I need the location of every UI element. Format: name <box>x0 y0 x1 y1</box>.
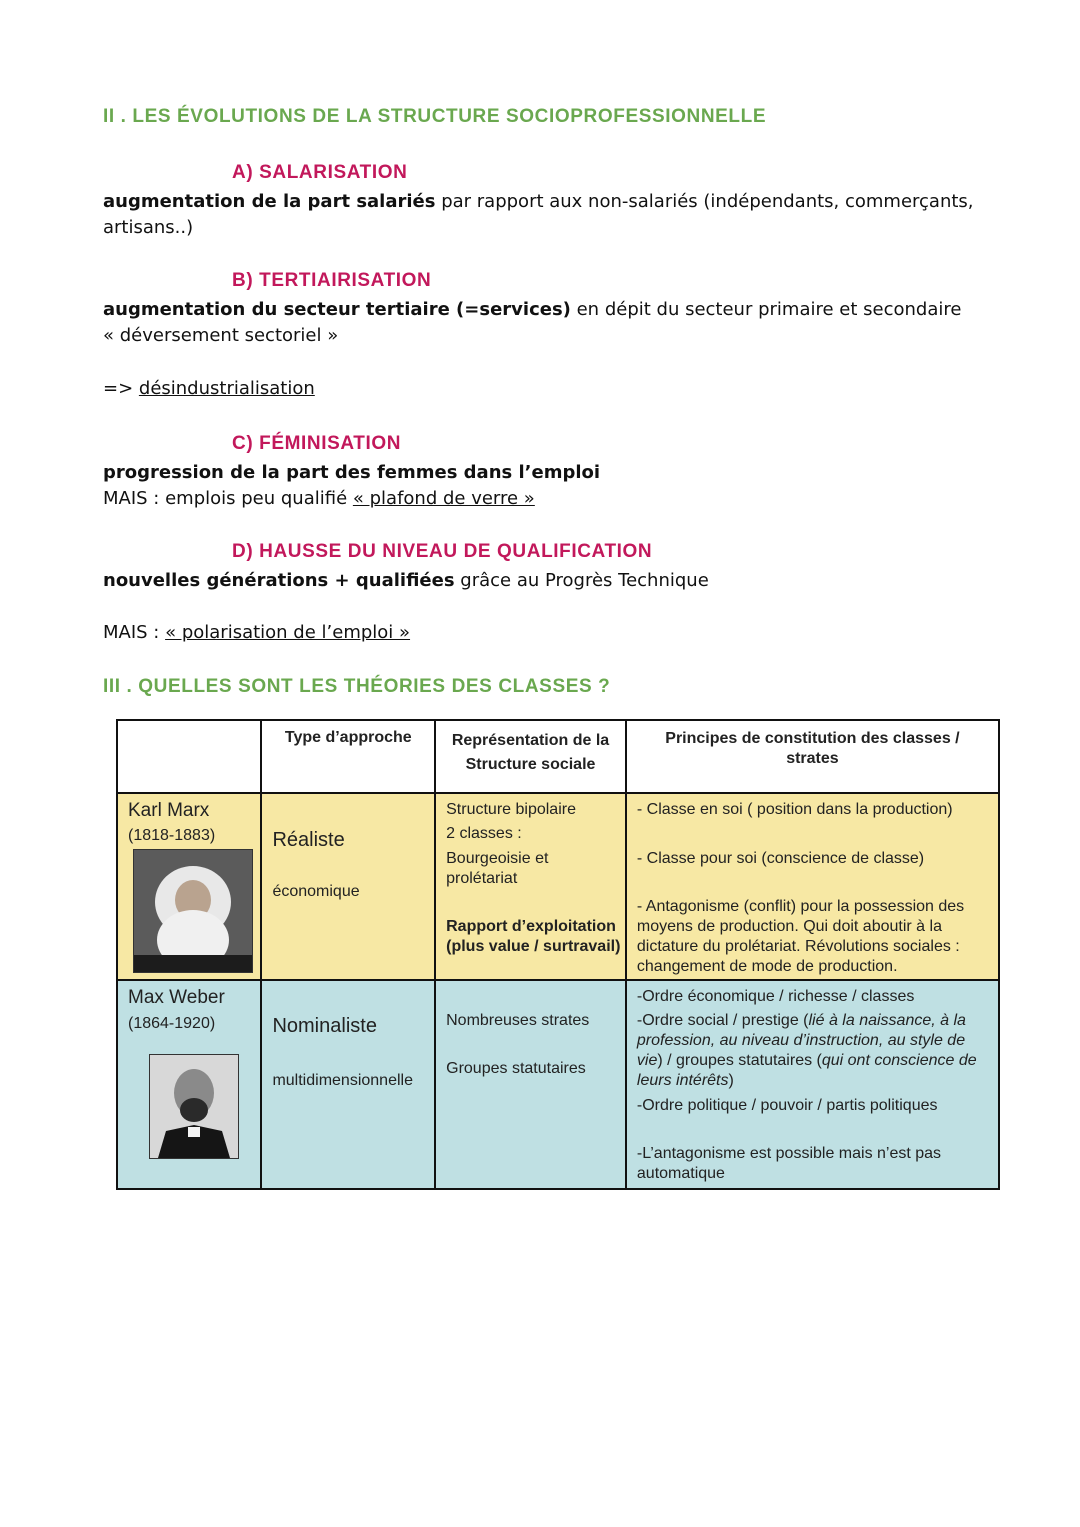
table-row <box>117 980 999 1189</box>
subsection-a-title: A) SALARISATION <box>232 162 408 183</box>
marx-approach-sub: économique <box>272 883 360 900</box>
subsection-a-line1: par rapport aux non-salariés (indépendants, commerçants, <box>435 191 974 212</box>
weber-principle-1: -Ordre économique / richesse / classes <box>636 988 915 1005</box>
marx-rep-bold: Rapport d’exploitation (plus value / surtravail) <box>446 918 621 955</box>
desindustrialisation-term: désindustrialisation <box>138 378 315 399</box>
weber-name: Max Weber <box>128 987 225 1008</box>
arrow-symbol: => <box>103 378 139 399</box>
marx-principle-2: - Classe pour soi (conscience de classe) <box>636 850 925 867</box>
weber-principle-2d: qui ont conscience de leurs intérêts <box>636 1052 977 1089</box>
subsection-a-line2: artisans..) <box>103 217 194 238</box>
plafond-de-verre-term: « plafond de verre » <box>352 488 535 509</box>
marx-identity-cell <box>117 793 261 980</box>
weber-portrait <box>149 1054 239 1159</box>
marx-principle-3: - Antagonisme (conflit) pour la possession des moyens de production. Qui doit aboutir à la dictature du prolétariat. Révolutions sociales : changement de mode de production. <box>636 898 965 975</box>
marx-years: (1818-1883) <box>128 827 216 844</box>
subsection-c-bold: progression de la part des femmes dans l’emploi <box>103 462 601 483</box>
weber-principle-2a: -Ordre social / prestige ( <box>636 1012 809 1029</box>
subsection-d-bold: nouvelles générations + qualifiées <box>103 570 455 591</box>
subsection-d-line1: grâce au Progrès Technique <box>454 570 709 591</box>
marx-approach-cell <box>261 793 435 980</box>
weber-principle-2b: lié à la naissance, à la profession, au niveau d’instruction, au style de vie <box>636 1012 966 1069</box>
table-header-approach: Type d’approche <box>261 720 435 793</box>
subsection-a-text <box>103 189 983 241</box>
weber-rep-1: Nombreuses strates <box>446 1012 590 1029</box>
subsection-b-line1: en dépit du secteur primaire et secondaire <box>570 299 962 320</box>
weber-years: (1864-1920) <box>128 1015 216 1032</box>
table-header-principles: Principes de constitution des classes / strates <box>626 720 999 793</box>
marx-rep-2: 2 classes : <box>446 825 522 842</box>
subsection-c-mais: MAIS : emplois peu qualifié <box>103 488 353 509</box>
section-2-title: II . LES ÉVOLUTIONS DE LA STRUCTURE SOCIOPROFESSIONNELLE <box>103 106 767 127</box>
table-header-row <box>117 720 999 793</box>
section-3-title: III . QUELLES SONT LES THÉORIES DES CLASSES ? <box>103 676 611 697</box>
subsection-b-arrow-line <box>103 376 315 402</box>
table-row <box>117 793 999 980</box>
table-header-empty <box>117 720 261 793</box>
weber-principle-3: -Ordre politique / pouvoir / partis politiques <box>636 1097 938 1114</box>
marx-rep-1: Structure bipolaire <box>446 801 576 818</box>
weber-principle-2 <box>637 1011 992 1091</box>
marx-principle-1: - Classe en soi ( position dans la production) <box>636 801 953 818</box>
subsection-b-bold: augmentation du secteur tertiaire (=services) <box>103 299 571 320</box>
subsection-a-bold: augmentation de la part salariés <box>103 191 436 212</box>
subsection-c-text <box>103 460 1003 512</box>
weber-representation-cell <box>435 980 626 1189</box>
subsection-b-line2: « déversement sectoriel » <box>103 325 339 346</box>
weber-principles-cell <box>626 980 999 1189</box>
marx-representation-cell <box>435 793 626 980</box>
weber-approach-cell <box>261 980 435 1189</box>
weber-principle-2c: ) / groupes statutaires ( <box>657 1052 822 1069</box>
marx-approach: Réaliste <box>272 829 345 851</box>
subsection-d-title: D) HAUSSE DU NIVEAU DE QUALIFICATION <box>232 541 653 562</box>
weber-principle-4: -L’antagonisme est possible mais n’est pas automatique <box>636 1145 942 1182</box>
weber-rep-2: Groupes statutaires <box>446 1060 586 1077</box>
marx-portrait-image <box>134 850 252 972</box>
weber-identity-cell <box>117 980 261 1189</box>
marx-name: Karl Marx <box>128 800 210 821</box>
subsection-b-title: B) TERTIAIRISATION <box>232 270 432 291</box>
weber-approach: Nominaliste <box>272 1015 377 1037</box>
subsection-d-mais-line <box>103 620 410 646</box>
polarisation-term: « polarisation de l’emploi » <box>165 622 411 643</box>
marx-portrait <box>133 849 253 973</box>
weber-principle-2e: ) <box>728 1072 734 1089</box>
subsection-d-text <box>103 568 1003 594</box>
marx-rep-3: Bourgeoisie et prolétariat <box>446 850 549 887</box>
subsection-c-title: C) FÉMINISATION <box>232 433 402 454</box>
class-theories-table <box>116 719 1000 1190</box>
subsection-b-text <box>103 297 1003 349</box>
subsection-d-mais: MAIS : <box>103 622 166 643</box>
marx-principles-cell <box>626 793 999 980</box>
weber-portrait-image <box>150 1055 238 1158</box>
table-header-representation: Représentation de la Structure sociale <box>435 720 626 793</box>
weber-approach-sub: multidimensionnelle <box>272 1072 413 1089</box>
